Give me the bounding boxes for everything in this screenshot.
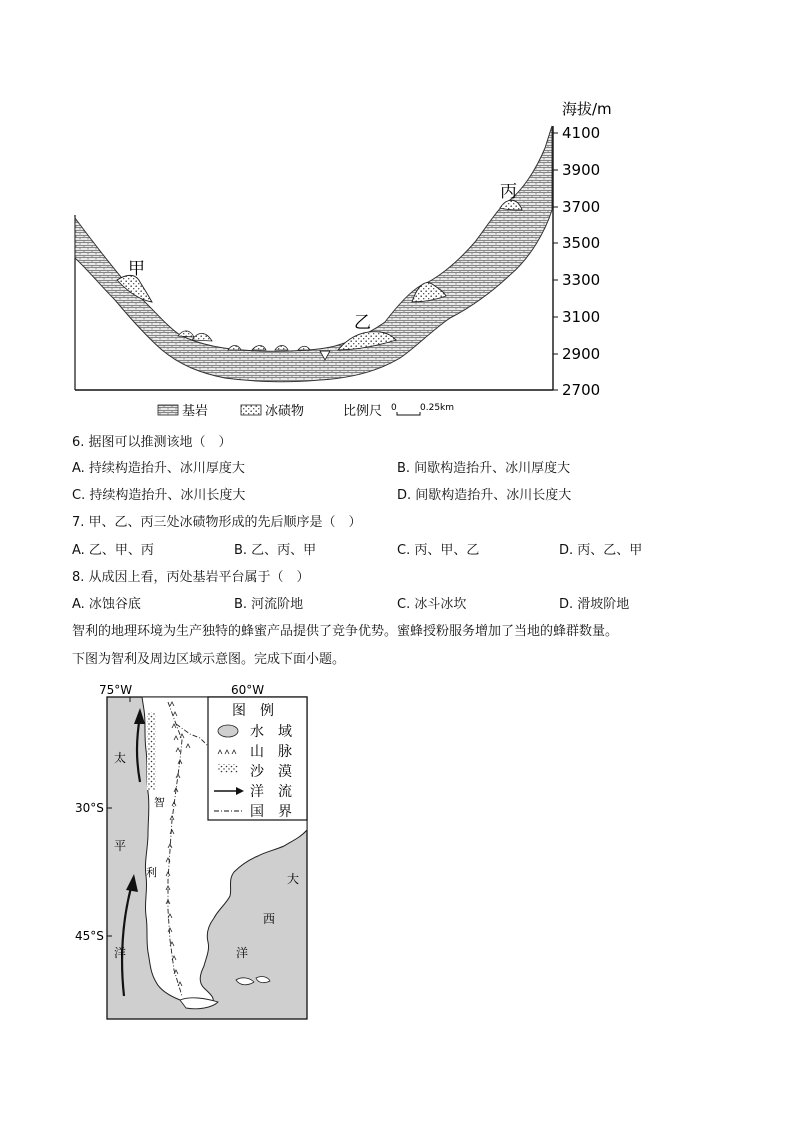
y-tick-label: 3900 <box>562 161 601 179</box>
y-axis-title: 海拔/m <box>562 100 612 118</box>
legend-item: 国 界 <box>250 804 292 820</box>
moraine-small-6 <box>298 346 310 350</box>
site-label-jia: 甲 <box>128 259 145 279</box>
legend-item: 水 域 <box>250 724 292 740</box>
bedrock-legend-swatch <box>158 405 178 415</box>
question-6-option-c[interactable]: C. 持续构造抬升、冰川长度大 <box>72 488 246 503</box>
pacific-label-char: 平 <box>114 839 127 853</box>
legend-water-symbol <box>218 725 238 737</box>
y-tick-label: 3100 <box>562 308 601 326</box>
legend-desert-symbol <box>218 764 238 773</box>
pacific-label-char: 洋 <box>114 946 127 960</box>
y-tick-label: 3500 <box>562 234 601 252</box>
bedrock-layer <box>75 126 552 382</box>
question-7-option-d[interactable]: D. 丙、乙、甲 <box>559 543 643 558</box>
moraine-small-4 <box>252 346 266 351</box>
chile-label-char: 智 <box>154 796 165 809</box>
longitude-label: 75°W <box>99 683 133 697</box>
legend-item: 洋 流 <box>250 784 292 800</box>
chile-map-figure <box>0 675 330 1025</box>
site-label-bing: 丙 <box>500 182 517 202</box>
scale-bar <box>397 412 420 415</box>
moraine-legend-swatch <box>241 405 261 415</box>
y-tick-label: 3700 <box>562 198 601 216</box>
latitude-label: 45°S <box>75 929 104 943</box>
question-6-option-d[interactable]: D. 间歇构造抬升、冰川长度大 <box>397 488 572 503</box>
legend-item: 沙 漠 <box>250 764 292 780</box>
moraine-small-1 <box>178 331 194 337</box>
question-8-option-b[interactable]: B. 河流阶地 <box>234 597 304 612</box>
latitude-label: 30°S <box>75 801 104 815</box>
question-7-option-c[interactable]: C. 丙、甲、乙 <box>397 543 480 558</box>
y-tick-label: 2900 <box>562 345 601 363</box>
pacific-label-char: 太 <box>114 751 127 765</box>
question-8-stem: 8. 从成因上看，丙处基岩平台属于（ ） <box>72 570 310 585</box>
y-tick-label: 2700 <box>562 381 601 399</box>
longitude-label: 60°W <box>231 683 265 697</box>
atlantic-label-char: 洋 <box>236 946 249 960</box>
question-7-stem: 7. 甲、乙、丙三处冰碛物形成的先后顺序是（ ） <box>72 515 362 530</box>
y-tick-label: 3300 <box>562 271 601 289</box>
atacama-desert <box>147 712 156 790</box>
y-tick-marks <box>553 133 558 390</box>
question-6-option-a[interactable]: A. 持续构造抬升、冰川厚度大 <box>72 461 245 476</box>
site-label-yi: 乙 <box>354 313 371 333</box>
passage-line-1: 智利的地理环境为生产独特的蜂蜜产品提供了竞争优势。蜜蜂授粉服务增加了当地的蜂群数量。 <box>72 624 619 639</box>
question-8-option-d[interactable]: D. 滑坡阶地 <box>559 597 630 612</box>
atlantic-label-char: 西 <box>263 912 276 926</box>
question-6-stem: 6. 据图可以推测该地（ ） <box>72 435 232 450</box>
passage-line-2: 下图为智利及周边区域示意图。完成下面小题。 <box>72 652 346 667</box>
valley-profile-figure <box>0 0 794 430</box>
chile-label-char: 利 <box>146 866 157 879</box>
question-7-option-b[interactable]: B. 乙、丙、甲 <box>234 543 317 558</box>
moraine-small-2 <box>192 333 212 341</box>
question-8-option-c[interactable]: C. 冰斗冰坎 <box>397 597 467 612</box>
legend-item: 山 脉 <box>250 744 292 760</box>
moraine-legend-label: 冰碛物 <box>265 404 305 419</box>
question-8-option-a[interactable]: A. 冰蚀谷底 <box>72 597 141 612</box>
question-6-option-b[interactable]: B. 间歇构造抬升、冰川厚度大 <box>397 461 571 476</box>
scale-label: 比例尺 <box>343 404 383 419</box>
y-tick-label: 4100 <box>562 124 601 142</box>
map-legend-title: 图 例 <box>232 703 274 719</box>
question-7-option-a[interactable]: A. 乙、甲、丙 <box>72 543 154 558</box>
moraine-small-5 <box>275 346 288 351</box>
scale-value: 0.25km <box>420 403 455 413</box>
scale-zero: 0 <box>391 403 397 413</box>
bedrock-legend-label: 基岩 <box>182 404 209 419</box>
moraine-small-3 <box>228 346 241 351</box>
atlantic-label-char: 大 <box>287 872 300 886</box>
